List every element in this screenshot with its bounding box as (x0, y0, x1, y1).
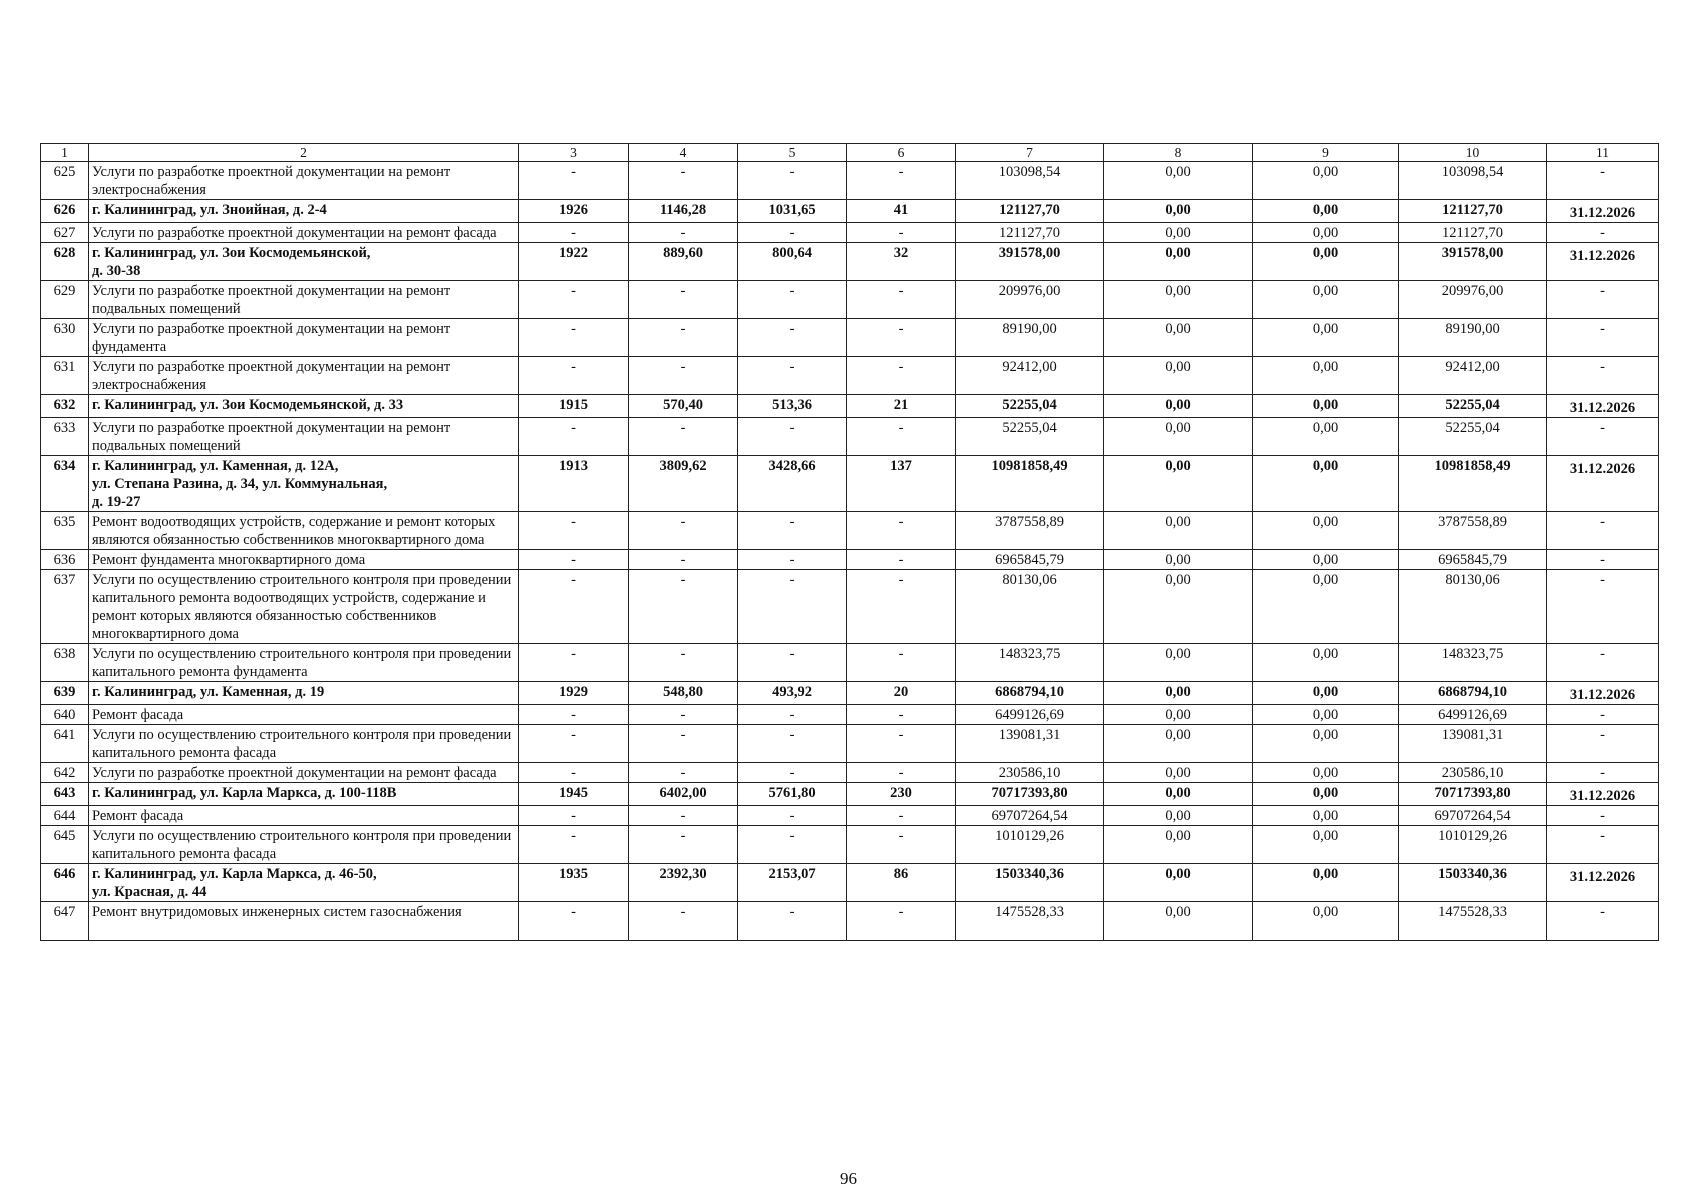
total-area-cell: - (629, 162, 738, 200)
fund-cost-cell: 0,00 (1104, 162, 1253, 200)
column-header-4: 4 (629, 144, 738, 162)
owner-cost-cell: 0,00 (1253, 570, 1399, 644)
residents-cell: - (847, 806, 956, 826)
final-cost-cell: 6499126,69 (1399, 705, 1547, 725)
residents-cell: 32 (847, 243, 956, 281)
row-number-cell: 646 (41, 864, 89, 902)
year-built-cell: - (519, 281, 629, 319)
residents-cell: - (847, 902, 956, 941)
final-cost-cell: 121127,70 (1399, 223, 1547, 243)
living-area-cell: - (738, 223, 847, 243)
total-area-cell: - (629, 644, 738, 682)
final-cost-cell: 1475528,33 (1399, 902, 1547, 941)
total-area-cell: - (629, 902, 738, 941)
residents-cell: 20 (847, 682, 956, 705)
owner-cost-cell: 0,00 (1253, 763, 1399, 783)
service-row (41, 725, 1659, 763)
completion-date-cell: - (1547, 281, 1659, 319)
service-row (41, 705, 1659, 725)
owner-cost-cell: 0,00 (1253, 418, 1399, 456)
service-row (41, 223, 1659, 243)
column-header-6: 6 (847, 144, 956, 162)
row-number-cell: 643 (41, 783, 89, 806)
owner-cost-cell: 0,00 (1253, 512, 1399, 550)
total-area-cell: 2392,30 (629, 864, 738, 902)
row-number-cell: 640 (41, 705, 89, 725)
row-number-cell: 647 (41, 902, 89, 941)
service-row (41, 162, 1659, 200)
total-area-cell: 548,80 (629, 682, 738, 705)
completion-date-cell: 31.12.2026 (1547, 395, 1659, 418)
living-area-cell: - (738, 902, 847, 941)
row-number-cell: 629 (41, 281, 89, 319)
final-cost-cell: 209976,00 (1399, 281, 1547, 319)
total-cost-cell: 148323,75 (956, 644, 1104, 682)
owner-cost-cell: 0,00 (1253, 162, 1399, 200)
row-number-cell: 637 (41, 570, 89, 644)
owner-cost-cell: 0,00 (1253, 902, 1399, 941)
service-row (41, 570, 1659, 644)
service-row (41, 418, 1659, 456)
total-cost-cell: 230586,10 (956, 763, 1104, 783)
item-description-cell: Ремонт фасада (89, 705, 519, 725)
completion-date-cell: 31.12.2026 (1547, 682, 1659, 705)
living-area-cell: 5761,80 (738, 783, 847, 806)
total-area-cell: - (629, 806, 738, 826)
service-row (41, 550, 1659, 570)
item-description-cell: Услуги по разработке проектной документации на ремонт фундамента (89, 319, 519, 357)
service-row (41, 357, 1659, 395)
owner-cost-cell: 0,00 (1253, 200, 1399, 223)
owner-cost-cell: 0,00 (1253, 682, 1399, 705)
column-header-8: 8 (1104, 144, 1253, 162)
row-number-cell: 625 (41, 162, 89, 200)
item-description-cell: г. Калининград, ул. Зои Космодемьянской, д. 30-38 (89, 243, 519, 281)
total-area-cell: - (629, 223, 738, 243)
item-description-cell: Услуги по осуществлению строительного контроля при проведении капитального ремонта фасада (89, 826, 519, 864)
fund-cost-cell: 0,00 (1104, 319, 1253, 357)
year-built-cell: 1922 (519, 243, 629, 281)
living-area-cell: - (738, 550, 847, 570)
fund-cost-cell: 0,00 (1104, 223, 1253, 243)
residents-cell: - (847, 357, 956, 395)
residents-cell: - (847, 319, 956, 357)
address-row (41, 456, 1659, 512)
row-number-cell: 638 (41, 644, 89, 682)
fund-cost-cell: 0,00 (1104, 243, 1253, 281)
year-built-cell: - (519, 418, 629, 456)
living-area-cell: 513,36 (738, 395, 847, 418)
completion-date-cell: - (1547, 319, 1659, 357)
completion-date-cell: - (1547, 806, 1659, 826)
completion-date-cell: - (1547, 570, 1659, 644)
year-built-cell: - (519, 644, 629, 682)
total-area-cell: - (629, 281, 738, 319)
address-row (41, 783, 1659, 806)
living-area-cell: - (738, 644, 847, 682)
item-description-cell: Услуги по разработке проектной документации на ремонт подвальных помещений (89, 418, 519, 456)
year-built-cell: - (519, 763, 629, 783)
year-built-cell: 1913 (519, 456, 629, 512)
final-cost-cell: 52255,04 (1399, 418, 1547, 456)
year-built-cell: 1929 (519, 682, 629, 705)
total-area-cell: 570,40 (629, 395, 738, 418)
column-number-row (41, 144, 1659, 162)
fund-cost-cell: 0,00 (1104, 725, 1253, 763)
residents-cell: - (847, 763, 956, 783)
fund-cost-cell: 0,00 (1104, 705, 1253, 725)
total-area-cell: - (629, 319, 738, 357)
row-number-cell: 641 (41, 725, 89, 763)
completion-date-cell: - (1547, 223, 1659, 243)
living-area-cell: - (738, 319, 847, 357)
item-description-cell: г. Калининград, ул. Зои Космодемьянской, д. 33 (89, 395, 519, 418)
service-row (41, 902, 1659, 941)
completion-date-cell: - (1547, 725, 1659, 763)
fund-cost-cell: 0,00 (1104, 864, 1253, 902)
fund-cost-cell: 0,00 (1104, 682, 1253, 705)
total-area-cell: - (629, 705, 738, 725)
fund-cost-cell: 0,00 (1104, 644, 1253, 682)
total-cost-cell: 139081,31 (956, 725, 1104, 763)
total-cost-cell: 70717393,80 (956, 783, 1104, 806)
total-cost-cell: 1475528,33 (956, 902, 1104, 941)
year-built-cell: - (519, 223, 629, 243)
total-cost-cell: 1010129,26 (956, 826, 1104, 864)
total-area-cell: - (629, 763, 738, 783)
row-number-cell: 644 (41, 806, 89, 826)
owner-cost-cell: 0,00 (1253, 806, 1399, 826)
residents-cell: - (847, 281, 956, 319)
row-number-cell: 645 (41, 826, 89, 864)
owner-cost-cell: 0,00 (1253, 357, 1399, 395)
total-cost-cell: 6499126,69 (956, 705, 1104, 725)
year-built-cell: 1945 (519, 783, 629, 806)
item-description-cell: г. Калининград, ул. Карла Маркса, д. 46-50, ул. Красная, д. 44 (89, 864, 519, 902)
item-description-cell: г. Калининград, ул. Зноийная, д. 2-4 (89, 200, 519, 223)
row-number-cell: 628 (41, 243, 89, 281)
column-header-1: 1 (41, 144, 89, 162)
total-cost-cell: 6965845,79 (956, 550, 1104, 570)
living-area-cell: - (738, 570, 847, 644)
total-cost-cell: 1503340,36 (956, 864, 1104, 902)
row-number-cell: 635 (41, 512, 89, 550)
year-built-cell: 1935 (519, 864, 629, 902)
year-built-cell: - (519, 357, 629, 395)
residents-cell: - (847, 725, 956, 763)
item-description-cell: г. Калининград, ул. Карла Маркса, д. 100-118В (89, 783, 519, 806)
capital-repair-table (40, 143, 1659, 941)
total-area-cell: - (629, 725, 738, 763)
row-number-cell: 631 (41, 357, 89, 395)
year-built-cell: - (519, 162, 629, 200)
final-cost-cell: 103098,54 (1399, 162, 1547, 200)
total-cost-cell: 121127,70 (956, 200, 1104, 223)
column-header-11: 11 (1547, 144, 1659, 162)
completion-date-cell: - (1547, 550, 1659, 570)
fund-cost-cell: 0,00 (1104, 357, 1253, 395)
address-row (41, 200, 1659, 223)
owner-cost-cell: 0,00 (1253, 456, 1399, 512)
item-description-cell: Услуги по разработке проектной документации на ремонт электроснабжения (89, 357, 519, 395)
fund-cost-cell: 0,00 (1104, 281, 1253, 319)
item-description-cell: Услуги по разработке проектной документации на ремонт электроснабжения (89, 162, 519, 200)
completion-date-cell: - (1547, 763, 1659, 783)
total-cost-cell: 89190,00 (956, 319, 1104, 357)
item-description-cell: Ремонт водоотводящих устройств, содержание и ремонт которых являются обязанностью собственников многоквартирного дома (89, 512, 519, 550)
completion-date-cell: 31.12.2026 (1547, 864, 1659, 902)
final-cost-cell: 139081,31 (1399, 725, 1547, 763)
address-row (41, 864, 1659, 902)
owner-cost-cell: 0,00 (1253, 395, 1399, 418)
row-number-cell: 633 (41, 418, 89, 456)
total-cost-cell: 103098,54 (956, 162, 1104, 200)
living-area-cell: - (738, 705, 847, 725)
total-cost-cell: 52255,04 (956, 418, 1104, 456)
total-area-cell: - (629, 357, 738, 395)
residents-cell: - (847, 826, 956, 864)
service-row (41, 281, 1659, 319)
fund-cost-cell: 0,00 (1104, 570, 1253, 644)
living-area-cell: - (738, 418, 847, 456)
living-area-cell: 3428,66 (738, 456, 847, 512)
total-area-cell: - (629, 418, 738, 456)
final-cost-cell: 1503340,36 (1399, 864, 1547, 902)
row-number-cell: 630 (41, 319, 89, 357)
living-area-cell: - (738, 357, 847, 395)
total-cost-cell: 3787558,89 (956, 512, 1104, 550)
service-row (41, 763, 1659, 783)
total-cost-cell: 121127,70 (956, 223, 1104, 243)
row-number-cell: 636 (41, 550, 89, 570)
owner-cost-cell: 0,00 (1253, 705, 1399, 725)
residents-cell: - (847, 162, 956, 200)
total-cost-cell: 52255,04 (956, 395, 1104, 418)
completion-date-cell: 31.12.2026 (1547, 783, 1659, 806)
item-description-cell: Услуги по осуществлению строительного контроля при проведении капитального ремонта водоотводящих устройств, содержание и ремонт которых являются обязанностью собственников многоквартирного дома (89, 570, 519, 644)
residents-cell: - (847, 550, 956, 570)
residents-cell: 86 (847, 864, 956, 902)
owner-cost-cell: 0,00 (1253, 864, 1399, 902)
final-cost-cell: 52255,04 (1399, 395, 1547, 418)
owner-cost-cell: 0,00 (1253, 550, 1399, 570)
final-cost-cell: 6965845,79 (1399, 550, 1547, 570)
final-cost-cell: 3787558,89 (1399, 512, 1547, 550)
year-built-cell: - (519, 826, 629, 864)
year-built-cell: 1926 (519, 200, 629, 223)
completion-date-cell: 31.12.2026 (1547, 200, 1659, 223)
fund-cost-cell: 0,00 (1104, 456, 1253, 512)
column-header-2: 2 (89, 144, 519, 162)
living-area-cell: 2153,07 (738, 864, 847, 902)
column-header-7: 7 (956, 144, 1104, 162)
owner-cost-cell: 0,00 (1253, 783, 1399, 806)
column-header-3: 3 (519, 144, 629, 162)
item-description-cell: Ремонт фундамента многоквартирного дома (89, 550, 519, 570)
service-row (41, 806, 1659, 826)
fund-cost-cell: 0,00 (1104, 395, 1253, 418)
final-cost-cell: 80130,06 (1399, 570, 1547, 644)
residents-cell: 21 (847, 395, 956, 418)
owner-cost-cell: 0,00 (1253, 725, 1399, 763)
row-number-cell: 632 (41, 395, 89, 418)
total-cost-cell: 80130,06 (956, 570, 1104, 644)
year-built-cell: - (519, 319, 629, 357)
living-area-cell: 800,64 (738, 243, 847, 281)
table-body (41, 162, 1659, 941)
address-row (41, 395, 1659, 418)
living-area-cell: - (738, 162, 847, 200)
owner-cost-cell: 0,00 (1253, 281, 1399, 319)
total-area-cell: - (629, 550, 738, 570)
total-area-cell: 3809,62 (629, 456, 738, 512)
fund-cost-cell: 0,00 (1104, 418, 1253, 456)
address-row (41, 682, 1659, 705)
final-cost-cell: 89190,00 (1399, 319, 1547, 357)
living-area-cell: - (738, 763, 847, 783)
living-area-cell: - (738, 281, 847, 319)
fund-cost-cell: 0,00 (1104, 783, 1253, 806)
fund-cost-cell: 0,00 (1104, 200, 1253, 223)
final-cost-cell: 148323,75 (1399, 644, 1547, 682)
item-description-cell: Услуги по разработке проектной документации на ремонт фасада (89, 223, 519, 243)
item-description-cell: г. Калининград, ул. Каменная, д. 12А, ул. Степана Разина, д. 34, ул. Коммунальная, д. 19-27 (89, 456, 519, 512)
total-area-cell: - (629, 512, 738, 550)
column-header-9: 9 (1253, 144, 1399, 162)
total-cost-cell: 10981858,49 (956, 456, 1104, 512)
item-description-cell: Услуги по осуществлению строительного контроля при проведении капитального ремонта фундамента (89, 644, 519, 682)
year-built-cell: - (519, 806, 629, 826)
total-area-cell: 889,60 (629, 243, 738, 281)
living-area-cell: - (738, 725, 847, 763)
fund-cost-cell: 0,00 (1104, 826, 1253, 864)
completion-date-cell: - (1547, 162, 1659, 200)
service-row (41, 826, 1659, 864)
total-area-cell: - (629, 826, 738, 864)
total-area-cell: - (629, 570, 738, 644)
fund-cost-cell: 0,00 (1104, 763, 1253, 783)
service-row (41, 644, 1659, 682)
final-cost-cell: 391578,00 (1399, 243, 1547, 281)
living-area-cell: - (738, 826, 847, 864)
year-built-cell: - (519, 725, 629, 763)
total-cost-cell: 391578,00 (956, 243, 1104, 281)
final-cost-cell: 6868794,10 (1399, 682, 1547, 705)
owner-cost-cell: 0,00 (1253, 644, 1399, 682)
row-number-cell: 627 (41, 223, 89, 243)
fund-cost-cell: 0,00 (1104, 902, 1253, 941)
total-area-cell: 1146,28 (629, 200, 738, 223)
row-number-cell: 639 (41, 682, 89, 705)
completion-date-cell: 31.12.2026 (1547, 243, 1659, 281)
page-number: 96 (840, 1169, 857, 1188)
column-header-10: 10 (1399, 144, 1547, 162)
year-built-cell: - (519, 550, 629, 570)
item-description-cell: Услуги по осуществлению строительного контроля при проведении капитального ремонта фасада (89, 725, 519, 763)
final-cost-cell: 230586,10 (1399, 763, 1547, 783)
residents-cell: 230 (847, 783, 956, 806)
final-cost-cell: 69707264,54 (1399, 806, 1547, 826)
living-area-cell: 493,92 (738, 682, 847, 705)
residents-cell: - (847, 418, 956, 456)
year-built-cell: - (519, 570, 629, 644)
owner-cost-cell: 0,00 (1253, 243, 1399, 281)
total-area-cell: 6402,00 (629, 783, 738, 806)
residents-cell: - (847, 223, 956, 243)
year-built-cell: - (519, 512, 629, 550)
total-cost-cell: 6868794,10 (956, 682, 1104, 705)
column-header-5: 5 (738, 144, 847, 162)
item-description-cell: Ремонт фасада (89, 806, 519, 826)
completion-date-cell: - (1547, 512, 1659, 550)
owner-cost-cell: 0,00 (1253, 223, 1399, 243)
total-cost-cell: 69707264,54 (956, 806, 1104, 826)
final-cost-cell: 92412,00 (1399, 357, 1547, 395)
completion-date-cell: - (1547, 705, 1659, 725)
residents-cell: - (847, 644, 956, 682)
living-area-cell: - (738, 806, 847, 826)
fund-cost-cell: 0,00 (1104, 512, 1253, 550)
completion-date-cell: 31.12.2026 (1547, 456, 1659, 512)
residents-cell: 137 (847, 456, 956, 512)
total-cost-cell: 209976,00 (956, 281, 1104, 319)
living-area-cell: 1031,65 (738, 200, 847, 223)
item-description-cell: Услуги по разработке проектной документации на ремонт подвальных помещений (89, 281, 519, 319)
fund-cost-cell: 0,00 (1104, 806, 1253, 826)
living-area-cell: - (738, 512, 847, 550)
final-cost-cell: 1010129,26 (1399, 826, 1547, 864)
row-number-cell: 634 (41, 456, 89, 512)
item-description-cell: г. Калининград, ул. Каменная, д. 19 (89, 682, 519, 705)
year-built-cell: - (519, 705, 629, 725)
row-number-cell: 642 (41, 763, 89, 783)
residents-cell: - (847, 570, 956, 644)
item-description-cell: Ремонт внутридомовых инженерных систем газоснабжения (89, 902, 519, 941)
completion-date-cell: - (1547, 644, 1659, 682)
residents-cell: - (847, 512, 956, 550)
completion-date-cell: - (1547, 902, 1659, 941)
final-cost-cell: 70717393,80 (1399, 783, 1547, 806)
fund-cost-cell: 0,00 (1104, 550, 1253, 570)
owner-cost-cell: 0,00 (1253, 826, 1399, 864)
residents-cell: 41 (847, 200, 956, 223)
year-built-cell: 1915 (519, 395, 629, 418)
address-row (41, 243, 1659, 281)
residents-cell: - (847, 705, 956, 725)
item-description-cell: Услуги по разработке проектной документации на ремонт фасада (89, 763, 519, 783)
service-row (41, 319, 1659, 357)
completion-date-cell: - (1547, 418, 1659, 456)
row-number-cell: 626 (41, 200, 89, 223)
final-cost-cell: 10981858,49 (1399, 456, 1547, 512)
total-cost-cell: 92412,00 (956, 357, 1104, 395)
owner-cost-cell: 0,00 (1253, 319, 1399, 357)
completion-date-cell: - (1547, 357, 1659, 395)
completion-date-cell: - (1547, 826, 1659, 864)
year-built-cell: - (519, 902, 629, 941)
service-row (41, 512, 1659, 550)
final-cost-cell: 121127,70 (1399, 200, 1547, 223)
